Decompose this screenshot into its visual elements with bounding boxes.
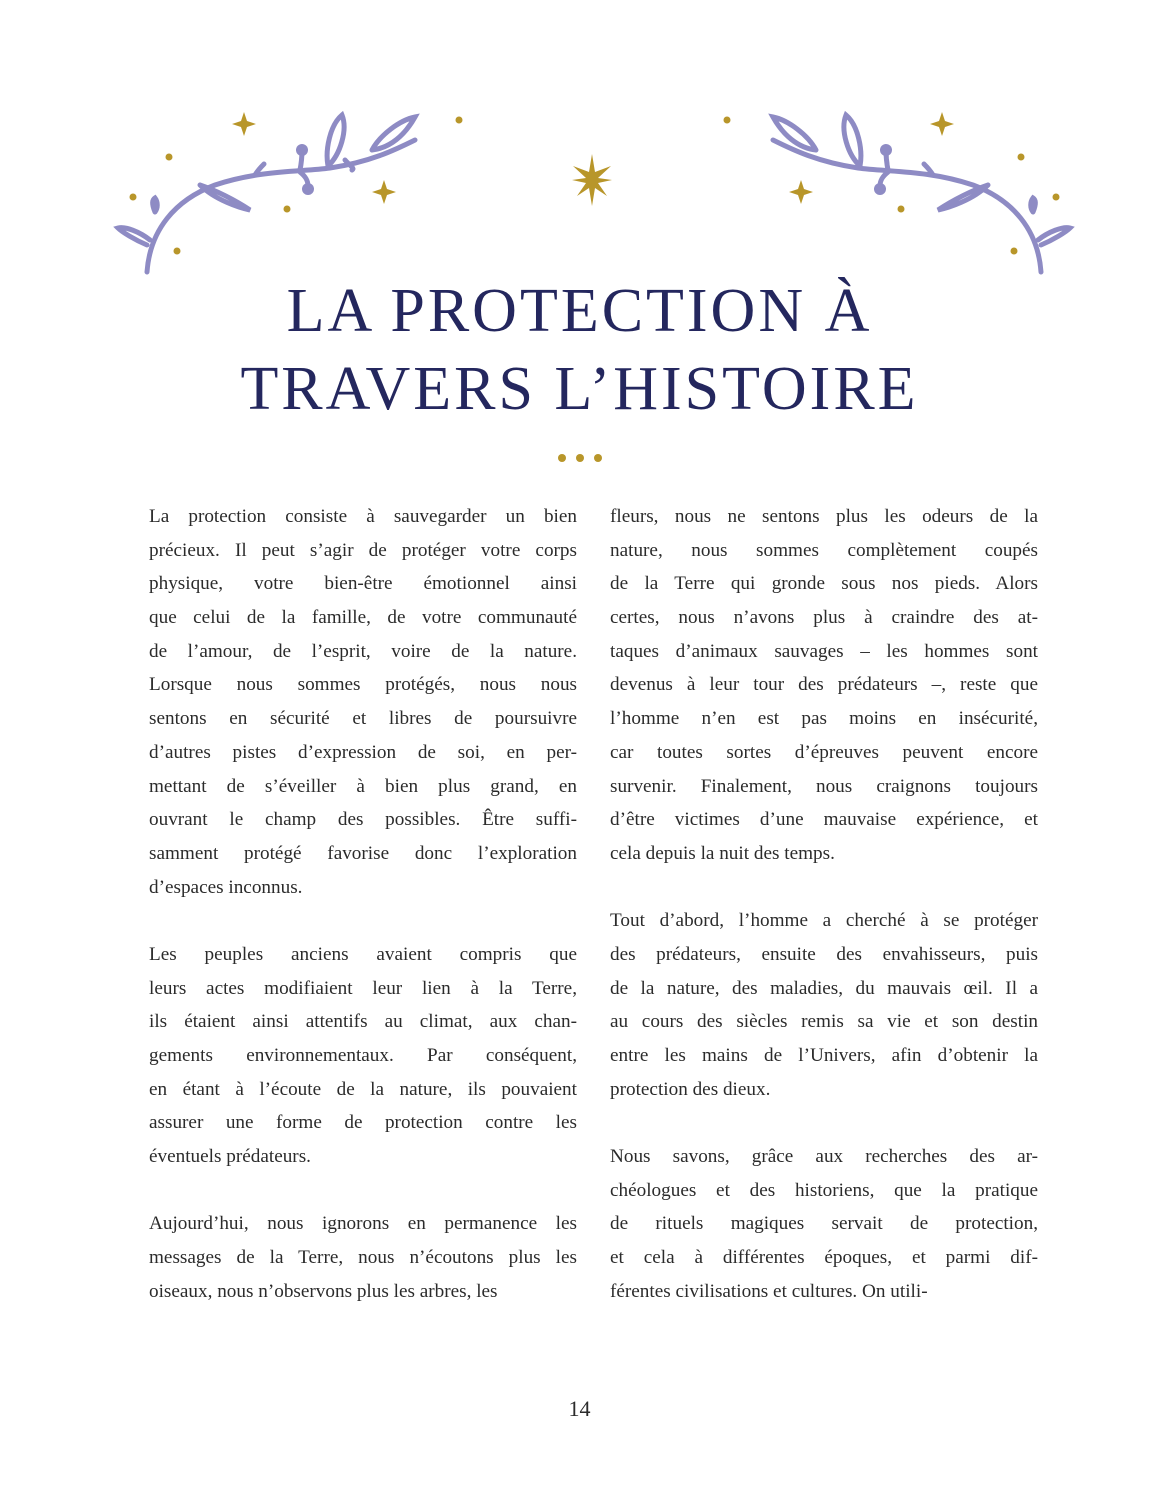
- right-column: [610, 500, 1038, 1342]
- text-line: entre les mains de l’Univers, afin d’obtenir la: [610, 1045, 1038, 1066]
- header-ornament: [0, 0, 1159, 300]
- text-line: d’espaces inconnus.: [149, 876, 303, 898]
- text-line: car toutes sortes d’épreuves peuvent encore: [610, 741, 1038, 763]
- paragraph: [149, 500, 577, 904]
- text-line: de rituels magiques servait de protection,: [610, 1213, 1038, 1235]
- text-line: nature, nous sommes complètement coupés: [610, 539, 1038, 561]
- text-line: La protection consiste à sauvegarder un bien: [149, 506, 577, 527]
- paragraph: [149, 1207, 577, 1308]
- text-line: de la Terre qui gronde sous nos pieds. Alors: [610, 573, 1038, 595]
- text-line: gements environnementaux. Par conséquent,: [149, 1045, 577, 1066]
- text-line: Les peuples anciens avaient compris que: [149, 943, 577, 965]
- text-line: protection des dieux.: [610, 1078, 771, 1100]
- text-line: de la nature, des maladies, du mauvais œil. Il a: [610, 977, 1038, 999]
- text-line: de l’amour, de l’esprit, voire de la nature.: [149, 640, 577, 662]
- text-line: au cours des siècles remis sa vie et son destin: [610, 1011, 1038, 1033]
- dot-icon: [594, 454, 602, 462]
- text-line: messages de la Terre, nous n’écoutons plus les: [149, 1247, 577, 1269]
- text-line: assurer une forme de protection contre les: [149, 1112, 577, 1134]
- paragraph: [610, 500, 1038, 871]
- text-line: Tout d’abord, l’homme a cherché à se protéger: [610, 910, 1038, 932]
- text-line: oiseaux, nous n’observons plus les arbres, les: [149, 1280, 498, 1302]
- dot-icon: [558, 454, 566, 462]
- text-line: Lorsque nous sommes protégés, nous nous: [149, 674, 577, 696]
- sparkle-icon: [930, 112, 954, 136]
- text-line: survenir. Finalement, nous craignons toujours: [610, 775, 1038, 797]
- page-title-line-1: LA PROTECTION À: [286, 277, 873, 345]
- text-line: sentons en sécurité et libres de poursuivre: [149, 708, 577, 730]
- paragraph: [149, 938, 577, 1174]
- text-line: devenus à leur tour des prédateurs –, reste que: [610, 674, 1038, 696]
- sparkle-icon: [789, 180, 813, 204]
- page-title-line-2: TRAVERS L’HISTOIRE: [240, 355, 919, 423]
- left-vine-icon: [118, 115, 415, 272]
- center-star-icon: [572, 154, 612, 206]
- sparkle-icon: [232, 112, 256, 136]
- gold-sparkles: [130, 112, 1060, 255]
- paragraph: [610, 904, 1038, 1106]
- text-line: férentes civilisations et cultures. On utili-: [610, 1280, 928, 1302]
- text-line: précieux. Il peut s’agir de protéger votre corps: [149, 539, 577, 561]
- text-line: en étant à l’écoute de la nature, ils pouvaient: [149, 1078, 577, 1100]
- text-line: certes, nous n’avons plus à craindre des at-: [610, 607, 1038, 629]
- right-vine-icon: [773, 115, 1070, 272]
- text-line: cela depuis la nuit des temps.: [610, 842, 835, 864]
- text-line: et cela à différentes époques, et parmi dif-: [610, 1247, 1038, 1269]
- left-column: [149, 500, 577, 1342]
- page-number: 14: [568, 1396, 591, 1421]
- divider-dots: [0, 449, 1159, 467]
- text-line: ils étaient ainsi attentifs au climat, aux chan-: [149, 1011, 577, 1033]
- text-line: ouvrant le champ des possibles. Être suffi-: [149, 809, 577, 831]
- text-line: mettant de s’éveiller à bien plus grand, en: [149, 775, 577, 797]
- text-line: Aujourd’hui, nous ignorons en permanence les: [149, 1213, 577, 1235]
- text-line: que celui de la famille, de votre communauté: [149, 607, 577, 629]
- dot-icon: [576, 454, 584, 462]
- text-line: éventuels prédateurs.: [149, 1146, 311, 1168]
- text-line: des prédateurs, ensuite des envahisseurs, puis: [610, 943, 1038, 965]
- text-line: leurs actes modifiaient leur lien à la Terre,: [149, 977, 577, 999]
- sparkle-icon: [372, 180, 396, 204]
- text-line: d’autres pistes d’expression de soi, en per-: [149, 741, 577, 763]
- text-line: d’être victimes d’une mauvaise expérience, et: [610, 809, 1038, 831]
- text-line: taques d’animaux sauvages – les hommes sont: [610, 640, 1038, 662]
- text-line: Nous savons, grâce aux recherches des ar-: [610, 1146, 1038, 1168]
- text-line: fleurs, nous ne sentons plus les odeurs de la: [610, 506, 1038, 527]
- text-line: samment protégé favorise donc l’exploration: [149, 842, 577, 864]
- text-line: chéologues et des historiens, que la pratique: [610, 1179, 1038, 1201]
- text-line: l’homme n’en est pas moins en insécurité,: [610, 708, 1038, 730]
- text-line: physique, votre bien-être émotionnel ainsi: [149, 573, 577, 595]
- paragraph: [610, 1140, 1038, 1308]
